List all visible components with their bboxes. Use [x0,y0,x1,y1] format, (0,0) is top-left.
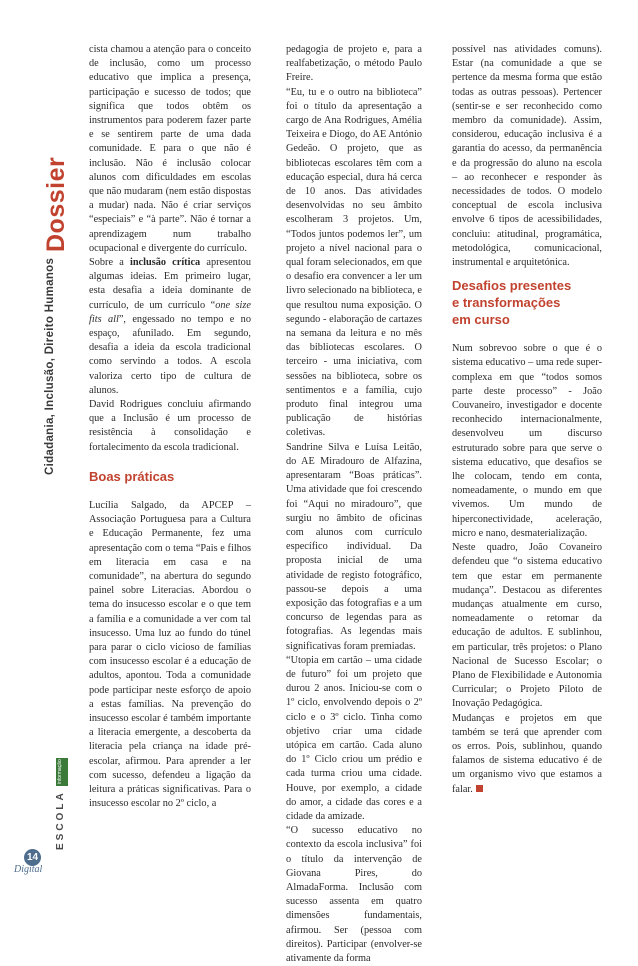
badge-label: informação [57,759,63,784]
italic-term: one size fits all [89,299,251,325]
paragraph: “O sucesso educativo no contexto da escola inclusiva” foi o título da intervenção de Giovana Pires, do AlmadaForma. Inclusão com sucesso assenta em quatro dimensões fundamentais, afirmou. Ser (pessoa com direitos). Participar (envolver-se ativamente da forma [286,825,422,964]
paragraph: Lucília Salgado, da APCEP – Associação Portuguesa para a Cultura e Educação Permanente, fez uma apresentação com o tema “Pais e filhos em literacia em casa e na comunidade”, na abertura do segundo painel sobre Literacias. Abordou o tema do insucesso escolar e o que tem a família e a comunidade a ver com tal insucesso. Uma luz ao fundo do túnel para parar o ciclo vicioso de famílias com insucesso escolar é a educação de adultos, apontou. Toda a comunidade pode participar neste esforço de apoio a estas famílias. Na prevenção do insucesso escolar é também importante a literacia emergente, a descoberta da literacia pela criança na idade pré-escolar, afirmou. Para aprender a ler com sucesso, defendeu a ligação da leitura a práticas significativas. Para o insucesso escolar no 2º ciclo, a [89,499,251,810]
paragraph: Num sobrevoo sobre o que é o sistema educativo – uma rede super-complexa em que “todos somos parte deste processo” - João Couvaneiro, investigador e docente reconhecido internacionalmente, desenvolveu um discurso estruturado sobre para que serve o sistema educativo, que desafios se lhe colocam, tendo em conta, nomeadamente, o mundo em que vivemos. Um mundo de hiperconectividade, aceleração, micro e nano, desmaterialização. [452,343,602,539]
paragraph [89,256,251,398]
paragraph: David Rodrigues concluiu afirmando que a Inclusão é um processo de resistência à consolidação e fortalecimento da escola tradicional. [89,399,251,453]
section-title: Dossier [42,156,70,252]
publication-badge [56,758,68,786]
paragraph: Sandrine Silva e Luísa Leitão, do AE Miradouro de Alfazina, apresentaram “Boas práticas”. Uma atividade que foi crescendo foi “Aqui no miradouro”, que surgiu no âmbito de oficinas com alunos com currículo específico individual. Da proposta inicial de uma atividade de registo fotográfico, passou-se depois a uma exposição das fotografias e a um concurso de legendas para as fotografias. As legendas mais significativas foram premiadas. [286,441,422,652]
paragraph: cista chamou a atenção para o conceito de inclusão, como um processo educativo que implica a presença, participação e sucesso de todos; que significa que todos obtêm os instrumentos para poderem fazer parte e se sentirem parte de uma dada comunidade. E para o que não é inclusão. Não é inclusão colocar alunos com dificuldades em escolas que não mudaram (nem estão dispostas a mudar) nada. Não é criar serviços “especiais” e “à parte”. Não é tornar a aprendizagem num trabalho ocupacional e divergente do currículo. [89,44,251,254]
section-heading-desafios [452,277,602,328]
column-3 [452,43,602,797]
text-run: apresentou algumas ideias. Em primeiro lugar, esta desafia a ideia dominante de currículo, de um currículo “ [89,257,251,311]
text-run: ”, engessado no tempo e no espaço, afunilado. Em segundo, desafia a ideia da escola tradicional como servindo a todos. A escola valoriza certo tipo de cultura de alunos. [89,313,251,396]
heading-line: Desafios presentes [452,278,572,294]
paragraph [452,712,602,797]
digital-label: Digital [14,864,43,875]
paragraph: Neste quadro, João Covaneiro defendeu que “o sistema educativo tem que estar em permanente mudança”. Destacou as diferentes mudanças atualmente em curso, nomeadamente o retomar da educação de adultos. E sublinhou, em particular, três projetos: o Plano Nacional de Sucesso Escolar; o Plano de Flexibilidade e Autonomia Curricular; o Projeto Piloto de Inovação Pedagógica. [452,542,602,710]
paragraph: pedagogia de projeto e, para a realfabetização, o método Paulo Freire. [286,44,422,84]
heading-line: em curso [452,312,510,328]
sidebar [0,0,80,903]
paragraph: possível nas atividades comuns). Estar (na comunidade a que se pertence da mesma forma que estão todas as outras pessoas). Pertencer (sentir-se e ser reconhecido como membro da comunidade). Assim, considerou, educação inclusiva é a garantia do acesso, da permanência e da progressão do aluno na escola – ao reconhecer e responder às necessidades de todos. O modelo conceptual de escola inclusiva envolve 6 tipos de acessibilidades, concluiu: atitudinal, programática, metodológica, comunicacional, instrumental e arquitetónica. [452,44,602,269]
paragraph: “Utopia em cartão – uma cidade de futuro” foi um projeto que durou 2 anos. Iniciou-se com o 1º ciclo, envolvendo depois o 2º ciclo e o 3º ciclo. Tinha como objetivo criar uma cidade utópica em cartão. Cada aluno do 1º Ciclo criou um prédio e cada turma criou uma cidade. Houve, por exemplo, a cidade do amor, a cidade das cores e a cidade da amizade. [286,654,422,822]
bold-term: inclusão crítica [129,257,201,269]
text-run: Sobre a [89,257,130,269]
paragraph: “Eu, tu e o outro na biblioteca” foi o título da apresentação a cargo de Ana Rodrigues, Amélia Teixeira e Diogo, do AE António Gedeão. O projeto, que as bibliotecas escolares têm com a educação especial, dura há cerca de 10 anos. Das atividades desenvolvidas no seu âmbito escolheram 3 projetos. Um, “Todos juntos podemos ler”, um projeto a nível nacional para o qual foram selecionados, em que o desafio era convencer a ler um livro selecionado na biblioteca, e que resultou numa exposição. O segundo - elaboração de cartazes na semana da leitura e no mês das bibliotecas escolares. O terceiro - uma iniciativa, com sessões na biblioteca, sobre os sentimentos e a família, cujo produto final integrou uma publicação de histórias coletivas. [286,86,422,439]
section-heading-boas-praticas: Boas práticas [89,468,175,484]
page-number: 14 [24,849,41,866]
end-of-article-icon [476,785,483,792]
column-2 [286,43,422,966]
column-1 [89,43,251,811]
text-run: Mudanças e projetos em que também se terá que aprender com os erros. Pois, sublinhou, quando falamos de sistema educativo é de um organismo vivo que estamos a falar. [452,712,602,795]
heading-line: e transformações [452,295,561,311]
publication-name: ESCOLA [55,790,66,850]
section-subject: Cidadania, Inclusão, Direito Humanos [44,257,56,475]
